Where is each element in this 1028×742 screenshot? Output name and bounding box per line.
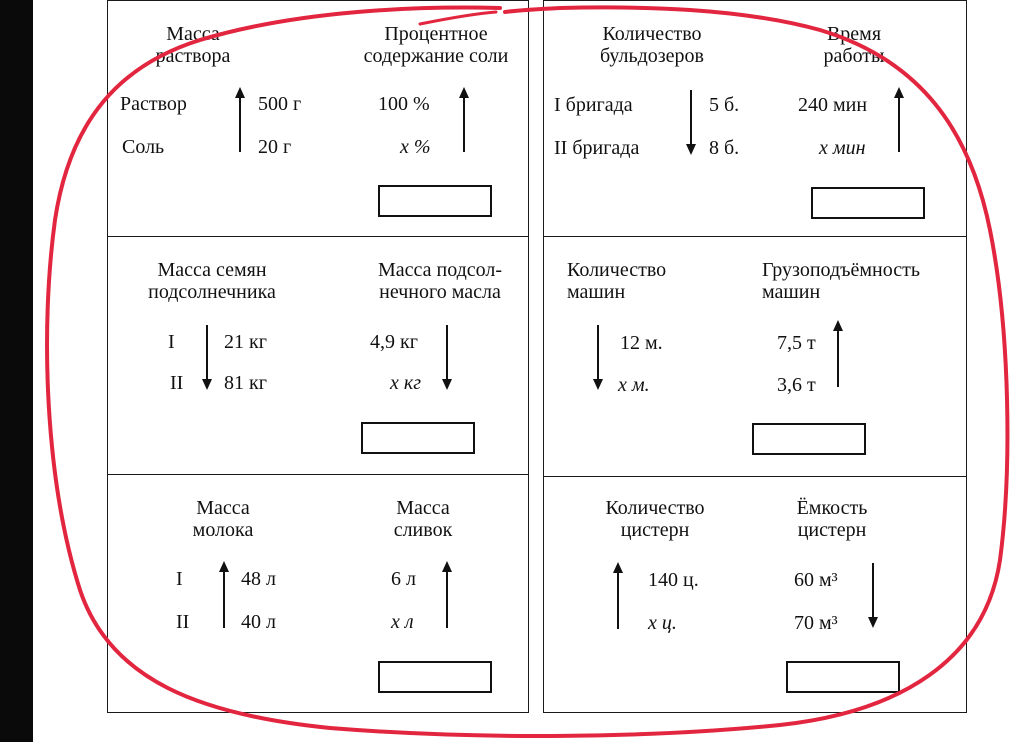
cell3-row1-value1: 21 кг xyxy=(224,331,267,353)
cell4-row2-value1: x м. xyxy=(618,374,650,396)
answer-box xyxy=(378,185,492,217)
cell3-row2-value1: 81 кг xyxy=(224,372,267,394)
cell1-row2-label: Соль xyxy=(122,136,165,158)
cell4-row1-value2: 7,5 т xyxy=(777,332,816,354)
arrow-up-icon xyxy=(458,86,470,156)
left-black-bar xyxy=(0,0,33,742)
arrow-down-icon xyxy=(441,323,453,391)
cell5-row1-value1: 48 л xyxy=(241,568,276,590)
answer-box xyxy=(752,423,866,455)
cell4-head-right: Грузоподъёмность машин xyxy=(762,259,920,303)
answer-box xyxy=(811,187,925,219)
cell2-row2-label: II бригада xyxy=(554,137,640,159)
cell5-row1-value2: 6 л xyxy=(391,568,416,590)
cell5-row1-label: I xyxy=(176,568,183,590)
cell5-row2-value1: 40 л xyxy=(241,611,276,633)
arrow-up-icon xyxy=(441,560,453,632)
cell2-row1-label: I бригада xyxy=(554,94,633,116)
cell1-row2-value1: 20 г xyxy=(258,136,292,158)
cell2-row1-value2: 240 мин xyxy=(798,94,868,116)
cell2-row1-value1: 5 б. xyxy=(709,94,740,116)
cell3-row2-value2: x кг xyxy=(390,372,422,394)
cell1-head-left: Масса раствора xyxy=(155,23,231,67)
cell2-row2-value2: x мин xyxy=(819,137,866,159)
cell1-row1-value1: 500 г xyxy=(258,93,302,115)
answer-box xyxy=(786,661,900,693)
cell2-head-left: Количество бульдозеров xyxy=(599,23,705,67)
divider-line xyxy=(544,236,966,237)
cell5-row2-value2: x л xyxy=(391,611,414,633)
answer-box xyxy=(361,422,475,454)
cell4-row2-value2: 3,6 т xyxy=(777,374,816,396)
cell3-head-left: Масса семян подсолнечника xyxy=(148,259,276,303)
table-right xyxy=(543,0,967,713)
cell4-head-left: Количество машин xyxy=(567,259,667,303)
cell2-head-right: Время работы xyxy=(823,23,885,67)
arrow-down-icon xyxy=(685,88,697,156)
cell6-row1-value1: 140 ц. xyxy=(648,569,699,591)
cell3-row1-label: I xyxy=(168,331,175,353)
cell6-row2-value2: 70 м³ xyxy=(794,612,838,634)
cell3-row1-value2: 4,9 кг xyxy=(370,331,418,353)
arrow-up-icon xyxy=(234,86,246,156)
cell3-row2-label: II xyxy=(170,372,184,394)
cell1-row1-label: Раствор xyxy=(120,93,187,115)
arrow-down-icon xyxy=(867,561,879,629)
arrow-up-icon xyxy=(832,319,844,391)
cell1-row1-value2: 100 % xyxy=(378,93,430,115)
cell6-head-left: Количество цистерн xyxy=(605,497,705,541)
cell1-head-right: Процентное содержание соли xyxy=(363,23,509,67)
arrow-down-icon xyxy=(592,323,604,391)
cell3-head-right: Масса подсол- нечного масла xyxy=(377,259,503,303)
table-left xyxy=(107,0,529,713)
divider-line xyxy=(108,474,528,475)
arrow-up-icon xyxy=(893,86,905,156)
cell1-row2-value2: x % xyxy=(400,136,431,158)
arrow-down-icon xyxy=(201,323,213,391)
cell6-row1-value2: 60 м³ xyxy=(794,569,838,591)
cell5-row2-label: II xyxy=(176,611,190,633)
arrow-up-icon xyxy=(218,560,230,632)
cell6-head-right: Ёмкость цистерн xyxy=(796,497,868,541)
cell2-row2-value1: 8 б. xyxy=(709,137,740,159)
arrow-up-icon xyxy=(612,561,624,633)
divider-line xyxy=(544,476,966,477)
divider-line xyxy=(108,236,528,237)
cell4-row1-value1: 12 м. xyxy=(620,332,663,354)
cell5-head-right: Масса сливок xyxy=(393,497,453,541)
answer-box xyxy=(378,661,492,693)
cell6-row2-value1: x ц. xyxy=(648,612,677,634)
cell5-head-left: Масса молока xyxy=(192,497,254,541)
